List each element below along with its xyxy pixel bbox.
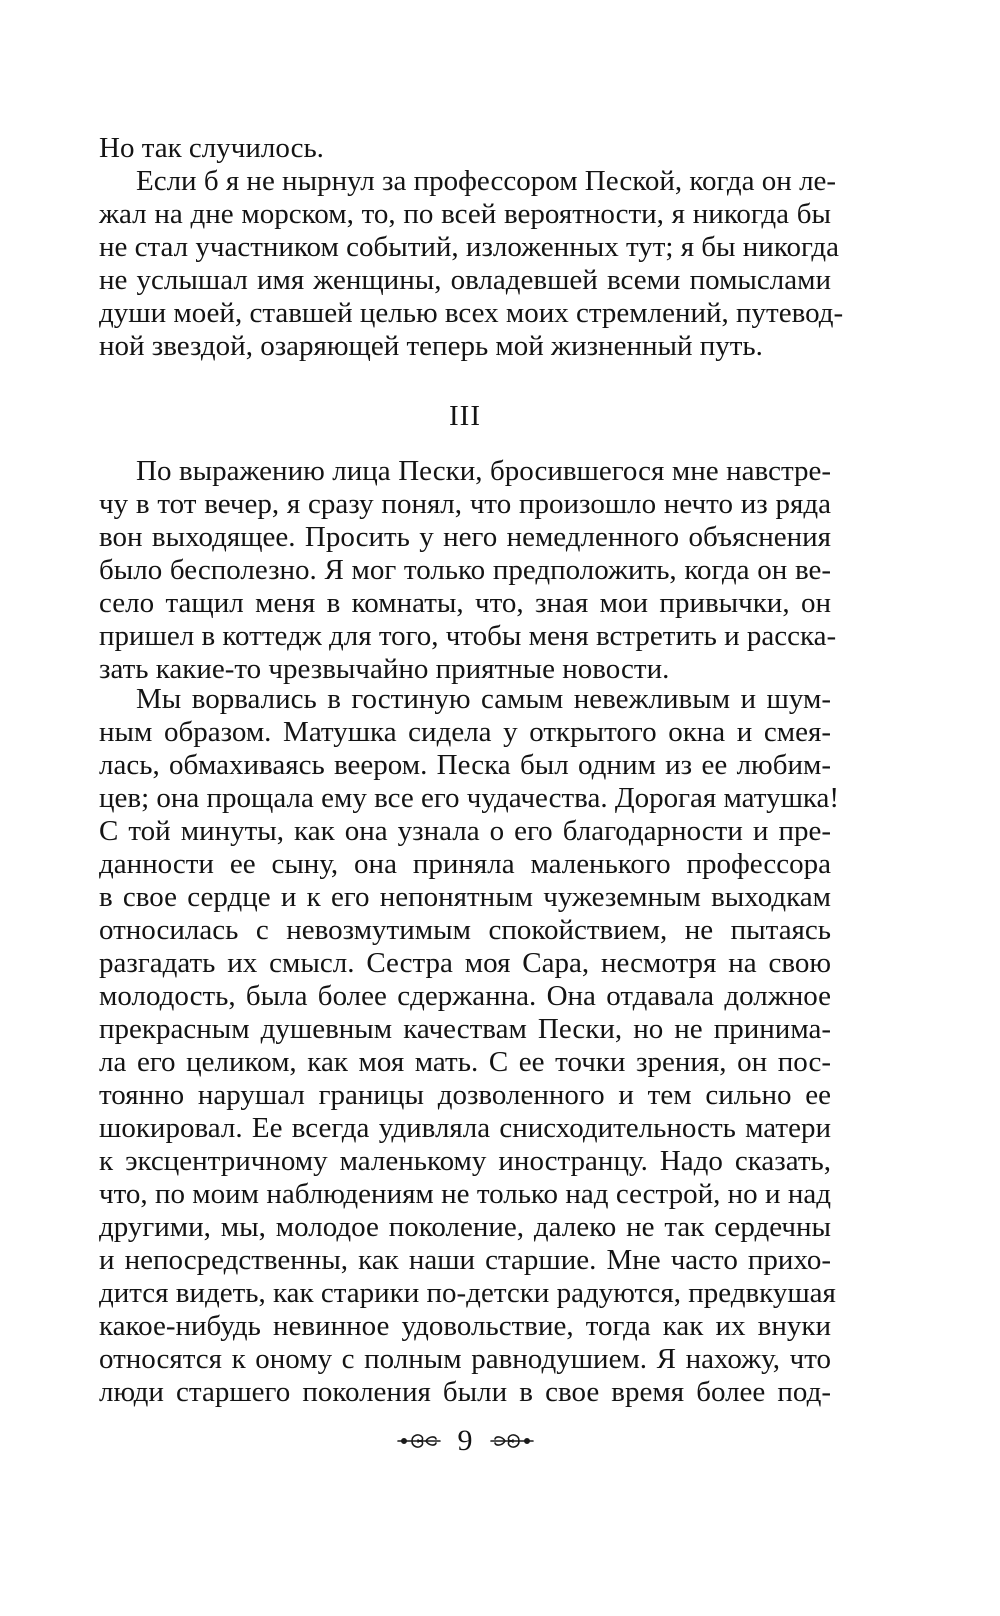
text-line: в свое сердце и к его непонятным чужеземным выходкам bbox=[99, 881, 831, 913]
text-line: шокировал. Ее всегда удивляла снисходительность матери bbox=[99, 1112, 831, 1144]
text-line: не услышал имя женщины, овладевшей всеми помыслами bbox=[99, 264, 831, 296]
text-line: ла его целиком, как моя мать. С ее точки зрения, он пос- bbox=[99, 1046, 831, 1078]
text-line: дится видеть, как старики по-детски радуются, предвкушая bbox=[99, 1277, 836, 1309]
text-line: С той минуты, как она узнала о его благодарности и пре- bbox=[99, 815, 831, 847]
text-line: Но так случилось. bbox=[99, 132, 324, 164]
text-line: разгадать их смысл. Сестра моя Сара, несмотря на свою bbox=[99, 947, 831, 979]
text-line: данности ее сыну, она приняла маленького профессора bbox=[99, 848, 831, 880]
text-line: относятся к оному с полным равнодушием. Я нахожу, что bbox=[99, 1343, 831, 1375]
text-line: чу в тот вечер, я сразу понял, что произошло нечто из ряда bbox=[99, 488, 831, 520]
fleuron-right-icon bbox=[489, 1428, 535, 1454]
text-line: По выражению лица Пески, бросившегося мне навстре- bbox=[136, 455, 831, 487]
text-line: другими, мы, молодое поколение, далеко не так сердечны bbox=[99, 1211, 831, 1243]
text-line: люди старшего поколения были в свое время более под- bbox=[99, 1376, 831, 1408]
paragraph-block-2 bbox=[99, 455, 837, 686]
text-line: ным образом. Матушка сидела у открытого окна и смея- bbox=[99, 716, 831, 748]
text-line: Если б я не нырнул за профессором Пеской, когда он ле- bbox=[136, 165, 837, 197]
text-line: к эксцентричному маленькому иностранцу. Надо сказать, bbox=[99, 1145, 831, 1177]
text-line: какое-нибудь невинное удовольствие, тогда как их внуки bbox=[99, 1310, 831, 1342]
chapter-heading: III bbox=[449, 400, 481, 432]
page-footer bbox=[99, 1421, 831, 1461]
paragraph-block-1 bbox=[99, 132, 844, 363]
text-line: души моей, ставшей целью всех моих стремлений, путевод- bbox=[99, 297, 844, 329]
text-line: вон выходящее. Просить у него немедленного объяснения bbox=[99, 521, 831, 553]
text-line: было бесполезно. Я мог только предположить, когда он ве- bbox=[99, 554, 831, 586]
text-line: что, по моим наблюдениям не только над сестрой, но и над bbox=[99, 1178, 831, 1210]
fleuron-left-icon bbox=[396, 1428, 442, 1454]
text-line: Мы ворвались в гостиную самым невежливым и шум- bbox=[136, 683, 831, 715]
text-line: прекрасным душевным качествам Пески, но не принима- bbox=[99, 1013, 831, 1045]
text-line: пришел в коттедж для того, чтобы меня встретить и расска- bbox=[99, 620, 837, 652]
text-line: цев; она прощала ему все его чудачества. Дорогая матушка! bbox=[99, 782, 840, 814]
text-line: тоянно нарушал границы дозволенного и тем сильно ее bbox=[99, 1079, 831, 1111]
paragraph-block-3 bbox=[99, 683, 840, 1409]
text-line: зать какие-то чрезвычайно приятные новости. bbox=[99, 653, 670, 685]
text-line: не стал участником событий, изложенных тут; я бы никогда bbox=[99, 231, 840, 263]
text-line: молодость, была более сдержанна. Она отдавала должное bbox=[99, 980, 831, 1012]
text-line: лась, обмахиваясь веером. Песка был одним из ее любим- bbox=[99, 749, 831, 781]
text-line: относилась с невозмутимым спокойствием, не пытаясь bbox=[99, 914, 831, 946]
text-line: ной звездой, озаряющей теперь мой жизненный путь. bbox=[99, 330, 763, 362]
text-line: жал на дне морском, то, по всей вероятности, я никогда бы bbox=[99, 198, 831, 230]
page-number: 9 bbox=[457, 1424, 473, 1457]
text-line: село тащил меня в комнаты, что, зная мои привычки, он bbox=[99, 587, 831, 619]
text-line: и непосредственны, как наши старшие. Мне часто прихо- bbox=[99, 1244, 831, 1276]
